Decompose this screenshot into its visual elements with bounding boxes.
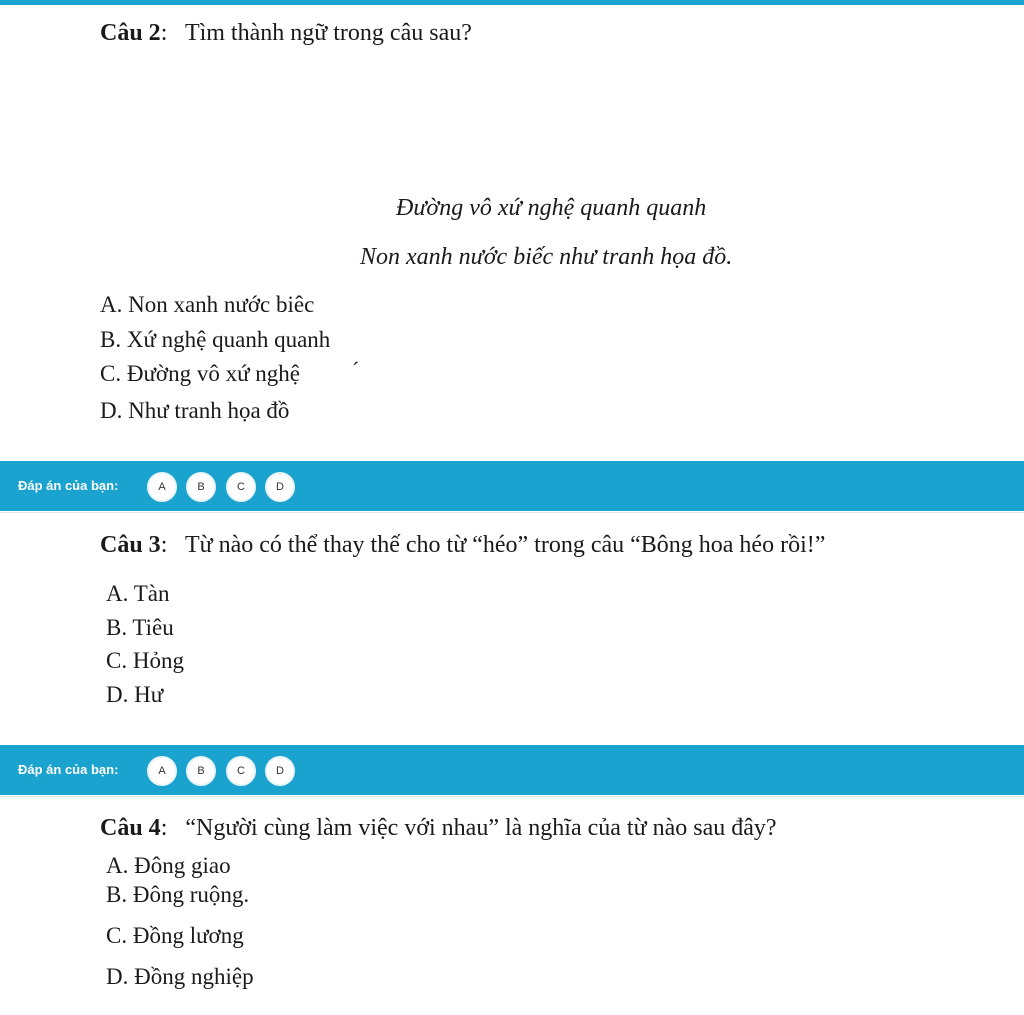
question-3-title bbox=[100, 532, 825, 559]
question-3-number: Câu 3 bbox=[100, 532, 161, 558]
question-3-colon: : bbox=[160, 532, 168, 558]
question-4-colon: : bbox=[160, 815, 168, 841]
answer-1-choice-d[interactable]: D bbox=[265, 472, 295, 502]
question-2-text: Tìm thành ngữ trong câu sau? bbox=[184, 20, 472, 46]
question-2-colon: : bbox=[160, 20, 168, 46]
answer-2-choice-a[interactable]: A bbox=[147, 756, 177, 786]
question-2-number: Câu 2 bbox=[100, 20, 161, 46]
question-2-option-d: D. Như tranh họa đồ bbox=[100, 398, 290, 423]
question-2-option-a: A. Non xanh nước biêc bbox=[100, 292, 315, 317]
answer-2-choice-d[interactable]: D bbox=[265, 756, 295, 786]
question-3-option-a: A. Tàn bbox=[106, 581, 170, 606]
answer-bar-1 bbox=[0, 461, 1024, 511]
poem-line-2: Non xanh nước biếc như tranh họa đồ. bbox=[360, 244, 733, 270]
stray-accent-mark: ´ bbox=[352, 357, 360, 382]
answer-1-choice-a[interactable]: A bbox=[147, 472, 177, 502]
question-4-option-d: D. Đồng nghiệp bbox=[106, 964, 254, 989]
question-2-option-c: C. Đường vô xứ nghệ bbox=[100, 361, 301, 386]
answer-2-choice-b[interactable]: B bbox=[186, 756, 216, 786]
question-3-text: Từ nào có thể thay thế cho từ “héo” trong câu “Bông hoa héo rồi!” bbox=[184, 532, 826, 558]
question-4-text: “Người cùng làm việc với nhau” là nghĩa của từ nào sau đây? bbox=[185, 815, 777, 841]
answer-2-choice-c[interactable]: C bbox=[226, 756, 256, 786]
answer-bar-1-label: Đáp án của bạn: bbox=[18, 478, 119, 493]
top-accent-rule bbox=[0, 0, 1024, 5]
answer-1-choice-b[interactable]: B bbox=[186, 472, 216, 502]
question-3-option-c: C. Hỏng bbox=[106, 648, 184, 673]
divider bbox=[0, 512, 1024, 513]
question-2-option-b: B. Xứ nghệ quanh quanh bbox=[100, 327, 331, 352]
question-4-option-b: B. Đông ruộng. bbox=[106, 882, 250, 907]
answer-bar-2-label: Đáp án của bạn: bbox=[18, 762, 119, 777]
question-3-option-b: B. Tiêu bbox=[106, 615, 174, 640]
divider bbox=[0, 796, 1024, 797]
question-4-option-c: C. Đồng lương bbox=[106, 923, 244, 948]
question-4-number: Câu 4 bbox=[100, 815, 161, 841]
answer-bar-2 bbox=[0, 745, 1024, 795]
question-3-option-d: D. Hư bbox=[106, 682, 164, 707]
question-4-option-a: A. Đông giao bbox=[106, 853, 231, 878]
question-2-title bbox=[100, 20, 472, 47]
poem-line-1: Đường vô xứ nghệ quanh quanh bbox=[396, 195, 707, 221]
question-4-title bbox=[100, 815, 777, 842]
answer-1-choice-c[interactable]: C bbox=[226, 472, 256, 502]
